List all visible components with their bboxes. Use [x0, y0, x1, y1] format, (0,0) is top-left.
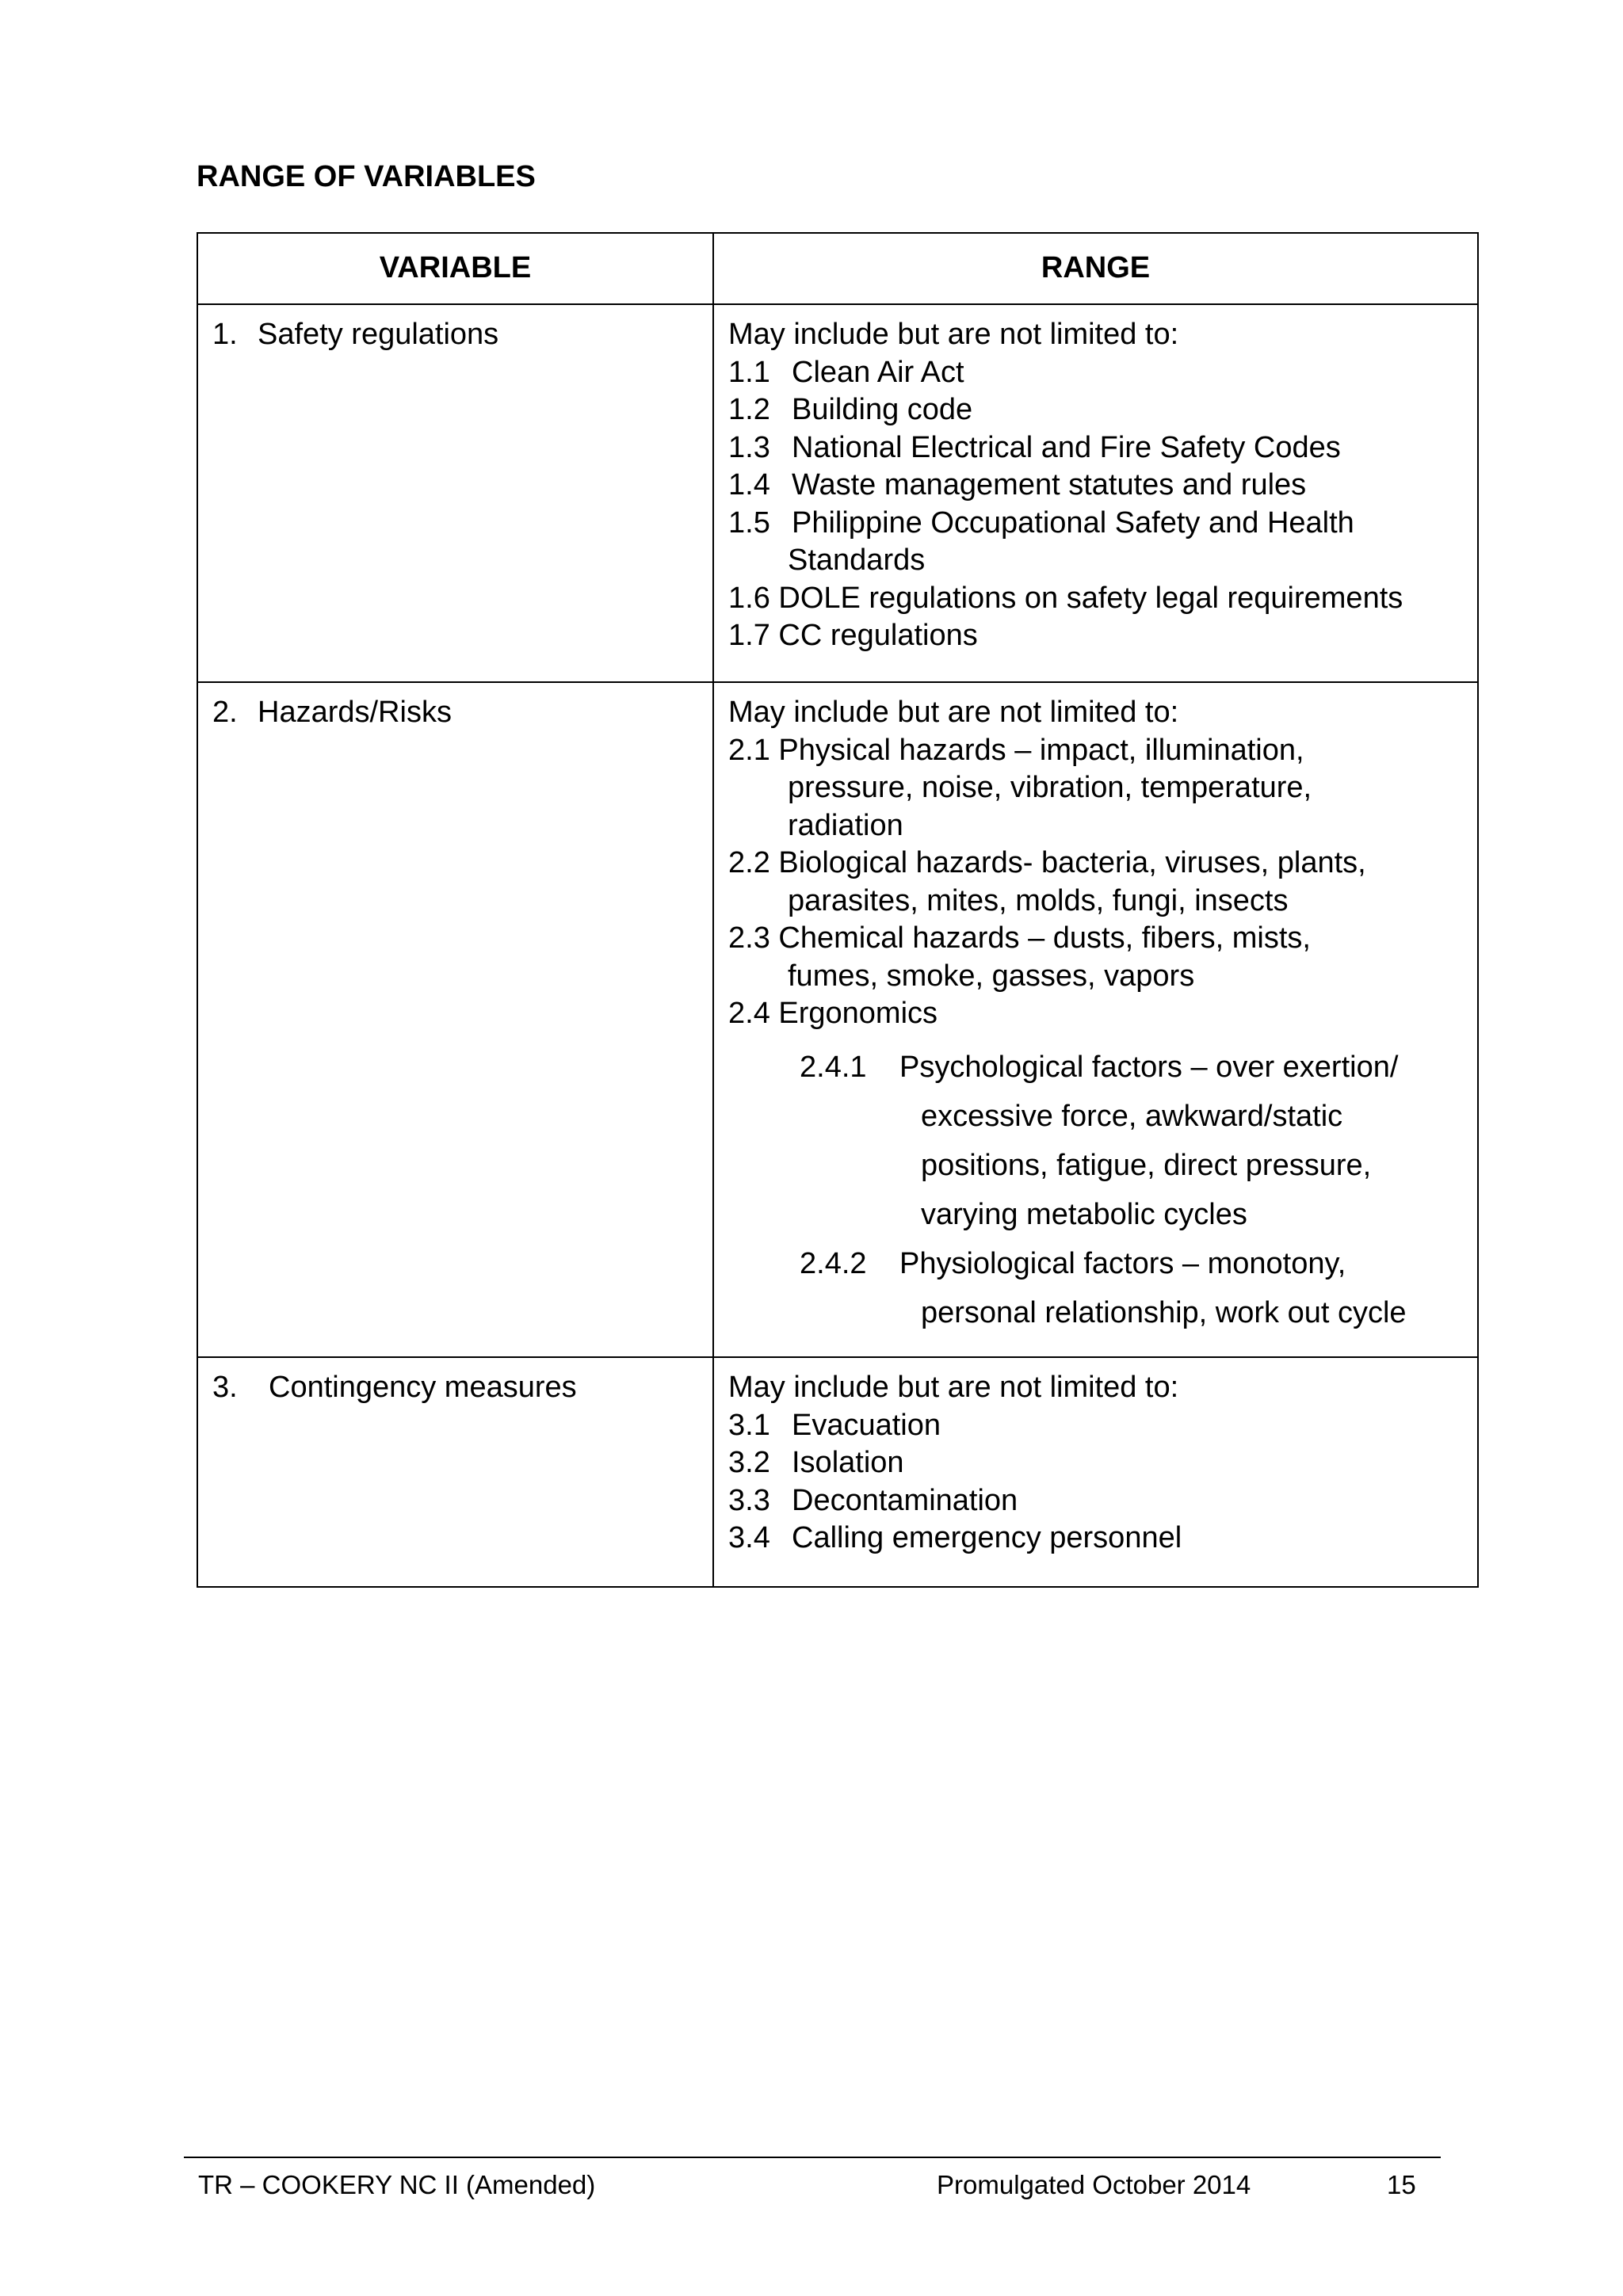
- list-item: 1.4 Waste management statutes and rules: [728, 468, 1307, 502]
- table-row: [197, 682, 1478, 1357]
- list-item: 1.3 National Electrical and Fire Safety Codes: [728, 430, 1341, 464]
- list-item: 2.1 Physical hazards – impact, illumination,: [728, 733, 1304, 767]
- list-item: 1.1 Clean Air Act: [728, 355, 964, 389]
- header-variable: VARIABLE: [197, 233, 713, 304]
- sub-list-item: 2.4.1 Psychological factors – over exertion/: [800, 1050, 1399, 1084]
- range-cell: [713, 682, 1478, 1357]
- sub-list-item-continuation: positions, fatigue, direct pressure,: [921, 1148, 1372, 1182]
- list-item: 2.2 Biological hazards- bacteria, viruses, plants,: [728, 846, 1366, 879]
- variable-number: 1.: [212, 318, 238, 351]
- list-item-continuation: Standards: [788, 543, 926, 577]
- list-item: 2.4 Ergonomics: [728, 997, 938, 1030]
- range-cell: [713, 1357, 1478, 1587]
- list-item-continuation: radiation: [788, 808, 903, 842]
- variable-number: 2.: [212, 696, 238, 729]
- list-item-continuation: pressure, noise, vibration, temperature,: [788, 771, 1312, 804]
- variable-cell: [197, 682, 713, 1357]
- list-item: 3.3 Decontamination: [728, 1483, 1018, 1517]
- range-cell: [713, 304, 1478, 682]
- table-header-row: [197, 233, 1478, 304]
- sub-list-item-continuation: varying metabolic cycles: [921, 1197, 1247, 1231]
- header-range: RANGE: [713, 233, 1478, 304]
- variable-cell: [197, 1357, 713, 1587]
- page-heading: RANGE OF VARIABLES: [197, 160, 536, 193]
- variable-cell: [197, 304, 713, 682]
- range-of-variables-table: [197, 232, 1479, 1588]
- page-number: 15: [1387, 2170, 1416, 2199]
- range-intro: May include but are not limited to:: [728, 696, 1179, 729]
- table-row: [197, 304, 1478, 682]
- sub-list-item-continuation: excessive force, awkward/static: [921, 1099, 1343, 1133]
- list-item: 3.2 Isolation: [728, 1446, 904, 1479]
- list-item: 1.5 Philippine Occupational Safety and Health: [728, 505, 1354, 540]
- table-row: [197, 1357, 1478, 1587]
- footer-promulgation-date: Promulgated October 2014: [937, 2170, 1251, 2199]
- list-item-continuation: parasites, mites, molds, fungi, insects: [788, 883, 1289, 917]
- list-item: 1.6 DOLE regulations on safety legal requirements: [728, 581, 1403, 615]
- footer-document-title: TR – COOKERY NC II (Amended): [198, 2170, 596, 2199]
- sub-list-item-continuation: personal relationship, work out cycle: [921, 1295, 1407, 1329]
- list-item-continuation: fumes, smoke, gasses, vapors: [788, 959, 1195, 993]
- variable-name: Safety regulations: [258, 318, 499, 351]
- variable-name: Hazards/Risks: [258, 696, 452, 729]
- sub-list: [728, 1043, 1477, 1337]
- list-item: 1.7 CC regulations: [728, 619, 978, 652]
- list-item: 1.2 Building code: [728, 393, 973, 426]
- variable-number: 3.: [212, 1371, 238, 1404]
- range-intro: May include but are not limited to:: [728, 318, 1179, 351]
- list-item: 2.3 Chemical hazards – dusts, fibers, mists,: [728, 921, 1311, 955]
- variable-name: Contingency measures: [269, 1371, 577, 1404]
- footer-divider: [184, 2157, 1441, 2158]
- range-intro: May include but are not limited to:: [728, 1371, 1179, 1404]
- list-item: 3.4 Calling emergency personnel: [728, 1521, 1182, 1554]
- list-item: 3.1 Evacuation: [728, 1408, 941, 1442]
- sub-list-item: 2.4.2 Physiological factors – monotony,: [800, 1246, 1346, 1280]
